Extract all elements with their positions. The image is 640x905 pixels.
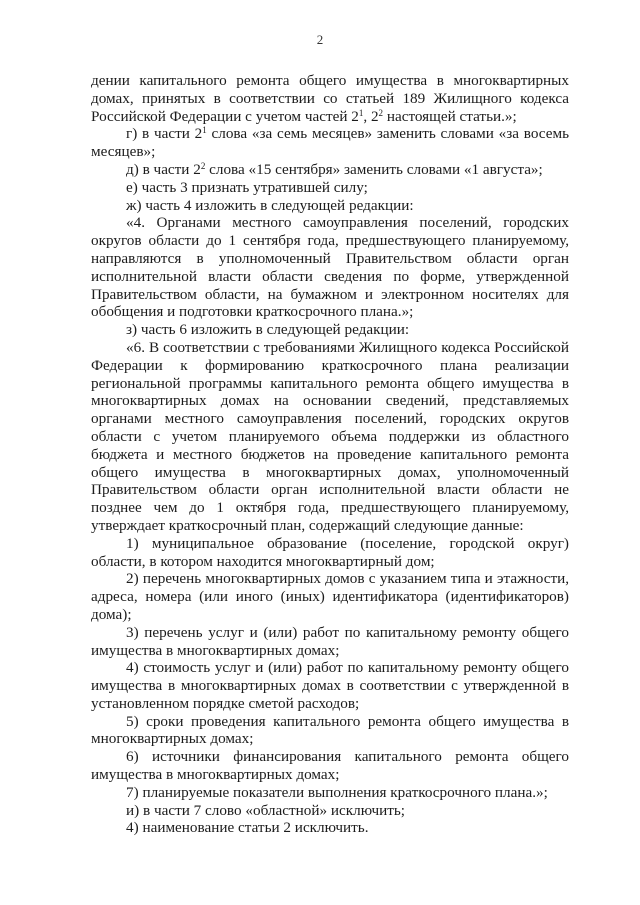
list-item-6: 6) источники финансирования капитального ремонта общего имущества в многоквартирных домах; (91, 748, 569, 784)
paragraph-text: д) в части 2 (126, 160, 201, 178)
superscript: 2 (200, 160, 206, 171)
paragraph-text: слова «15 сентября» заменить словами «1 августа»; (205, 160, 543, 178)
page-number: 2 (316, 32, 324, 47)
paragraph-text: г) в части 2 (126, 125, 203, 143)
paragraph-item-z: з) часть 6 изложить в следующей редакции: (126, 321, 410, 339)
document-body (91, 72, 569, 837)
list-item-1: 1) муниципальное образование (поселение, городской округ) области, в котором находится многоквартирный дом; (91, 534, 569, 570)
paragraph-part-4: «4. Органами местного самоуправления поселений, городских округов области до 1 сентября года, предшествующего планируемому, направляются в уполномоченный Правительством области орган исполнительной власти области сведения по форме, утвержденной Правительством области, на бумажном и электронном носителях для обобщения и подготовки краткосрочного плана.»; (91, 214, 569, 321)
superscript: 1 (358, 107, 364, 118)
superscript: 2 (378, 107, 384, 118)
list-item-4: 4) стоимость услуг и (или) работ по капитальному ремонту общего имущества в многоквартирных домах в соответствии с утвержденной в установленном порядке сметой расходов; (91, 659, 569, 712)
paragraph-continuation (91, 72, 569, 125)
paragraph-text: слова «за семь месяцев» заменить словами «за восемь месяцев»; (91, 125, 570, 161)
paragraph-item-d (91, 161, 569, 179)
paragraph-part-6: «6. В соответствии с требованиями Жилищного кодекса Российской Федерации к формированию краткосрочного плана реализации региональной программы капитального ремонта общего имущества в многоквартирных домах на основании сведений, представляемых органами местного самоуправления поселений, городских округов области с учетом планируемого объема поддержки из областного бюджета и местного бюджетов на проведение капитального ремонта общего имущества в многоквартирных домах, уполномоченный Правительством области орган исполнительной власти области не позднее чем до 1 октября года, предшествующего планируемому, утверждает краткосрочный план, содержащий следующие данные: (91, 338, 569, 534)
paragraph-item-g (91, 125, 569, 161)
paragraph-item-e: е) часть 3 признать утратившей силу; (126, 178, 368, 196)
paragraph-text: настоящей статьи.»; (383, 107, 517, 125)
list-item-7: 7) планируемые показатели выполнения краткосрочного плана.»; (126, 783, 548, 801)
paragraph-item-i: и) в части 7 слово «областной» исключить; (126, 801, 406, 819)
paragraph-item-zh: ж) часть 4 изложить в следующей редакции: (126, 196, 414, 214)
superscript: 1 (202, 125, 207, 136)
paragraph-text: дении капитального ремонта общего имущества в многоквартирных домах, принятых в соответствии со статьей 189 Жилищного кодекса Российской Федерации с учетом частей 2 (91, 72, 569, 125)
paragraph-text: , 2 (363, 107, 379, 125)
paragraph-item-4: 4) наименование статьи 2 исключить. (126, 819, 369, 837)
list-item-5: 5) сроки проведения капитального ремонта общего имущества в многоквартирных домах; (91, 712, 569, 748)
list-item-3: 3) перечень услуг и (или) работ по капитальному ремонту общего имущества в многоквартирных домах; (91, 623, 569, 659)
list-item-2: 2) перечень многоквартирных домов с указанием типа и этажности, адреса, номера (или иного (иных) идентификатора (идентификаторов) дома); (91, 570, 569, 623)
